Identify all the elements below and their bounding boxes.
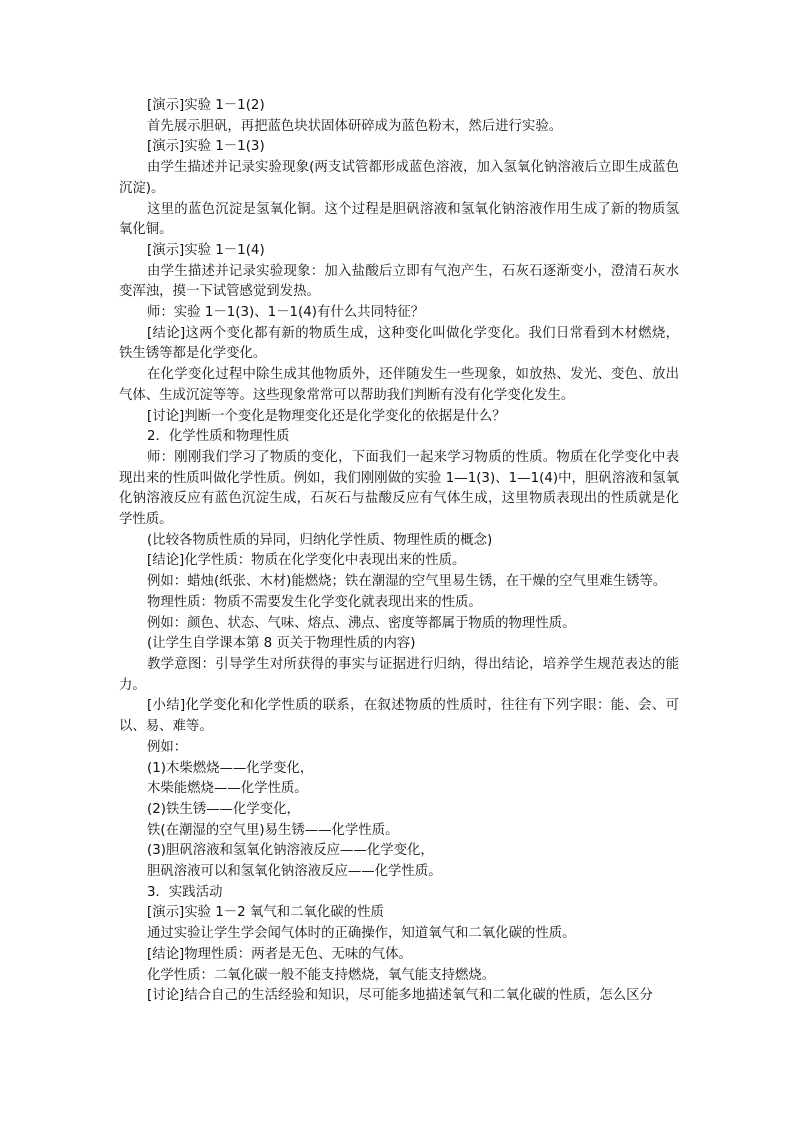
paragraph: 这里的蓝色沉淀是氢氧化铜。这个过程是胆矾溶液和氢氧化钠溶液作用生成了新的物质氢氧化铜。 (119, 201, 679, 238)
paragraph: [演示]实验 1－1(3) (147, 139, 265, 155)
paragraph: 例如：蜡烛(纸张、木材)能燃烧；铁在潮湿的空气里易生锈，在干燥的空气里难生锈等。 (147, 574, 667, 590)
paragraph: [演示]实验 1－1(4) (147, 242, 265, 258)
paragraph: (3)胆矾溶液和氢氧化钠溶液反应——化学变化， (147, 843, 434, 859)
paragraph: 例如： (147, 739, 188, 755)
document-body (119, 96, 679, 1007)
paragraph: (让学生自学课本第 8 页关于物理性质的内容) (147, 636, 416, 652)
paragraph: [结论]物理性质：两者是无色、无味的气体。 (147, 946, 412, 962)
paragraph: [结论]这两个变化都有新的物质生成，这种变化叫做化学变化。我们日常看到木材燃烧，铁生锈等都是化学变化。 (119, 325, 679, 362)
paragraph: 教学意图：引导学生对所获得的事实与证据进行归纳，得出结论，培养学生规范表达的能力。 (119, 656, 679, 693)
paragraph: [讨论]判断一个变化是物理变化还是化学变化的依据是什么？ (147, 408, 506, 424)
paragraph: 胆矾溶液可以和氢氧化钠溶液反应——化学性质。 (147, 864, 442, 880)
paragraph: 在化学变化过程中除生成其他物质外，还伴随发生一些现象，如放热、发光、变色、放出气体、生成沉淀等等。这些现象常常可以帮助我们判断有没有化学变化发生。 (119, 367, 679, 403)
paragraph: 铁(在潮湿的空气里)易生锈——化学性质。 (147, 822, 399, 838)
paragraph: [演示]实验 1－1(2) (147, 98, 265, 113)
paragraph: 通过实验让学生学会闻气体时的正确操作，知道氧气和二氧化碳的性质。 (147, 926, 576, 942)
paragraph: (1)木柴燃烧——化学变化， (147, 760, 314, 776)
paragraph: 由学生描述并记录实验现象(两支试管都形成蓝色溶液，加入氢氧化钠溶液后立即生成蓝色沉淀)。 (119, 160, 679, 196)
paragraph: [演示]实验 1－2 氧气和二氧化碳的性质 (147, 905, 384, 921)
paragraph: 师：实验 1－1(3)、1－1(4)有什么共同特征？ (147, 305, 425, 321)
paragraph: (比较各物质性质的异同，归纳化学性质、物理性质的概念) (147, 532, 493, 548)
paragraph: 化学性质：二氧化碳一般不能支持燃烧，氧气能支持燃烧。 (147, 967, 496, 983)
paragraph: 由学生描述并记录实验现象：加入盐酸后立即有气泡产生，石灰石逐渐变小，澄清石灰水变浑浊，摸一下试管感觉到发热。 (119, 263, 679, 300)
section-heading: 3．实践活动 (147, 884, 223, 900)
paragraph: 木柴能燃烧——化学性质。 (147, 781, 308, 797)
paragraph: 例如：颜色、状态、气味、熔点、沸点、密度等都属于物质的物理性质。 (147, 615, 576, 631)
paragraph: 首先展示胆矾，再把蓝色块状固体研碎成为蓝色粉末，然后进行实验。 (147, 118, 563, 134)
paragraph: [讨论]结合自己的生活经验和知识，尽可能多地描述氧气和二氧化碳的性质，怎么区分 (147, 988, 653, 1004)
paragraph: 物理性质：物质不需要发生化学变化就表现出来的性质。 (147, 594, 482, 610)
paragraph: (2)铁生锈——化学变化， (147, 801, 300, 817)
paragraph: [结论]化学性质：物质在化学变化中表现出来的性质。 (147, 553, 466, 569)
section-heading: 2．化学性质和物理性质 (147, 429, 290, 445)
paragraph: 师：刚刚我们学习了物质的变化，下面我们一起来学习物质的性质。物质在化学变化中表现出来的性质叫做化学性质。例如，我们刚刚做的实验 1—1(3)、1—1(4)中，胆矾溶液和氢氧化钠溶液反应有蓝色沉淀生成，石灰石与盐酸反应有气体生成，这里物质表现出的性质就是化学性质。 (119, 449, 679, 528)
paragraph: [小结]化学变化和化学性质的联系，在叙述物质的性质时，往往有下列字眼：能、会、可以、易、难等。 (119, 698, 679, 735)
